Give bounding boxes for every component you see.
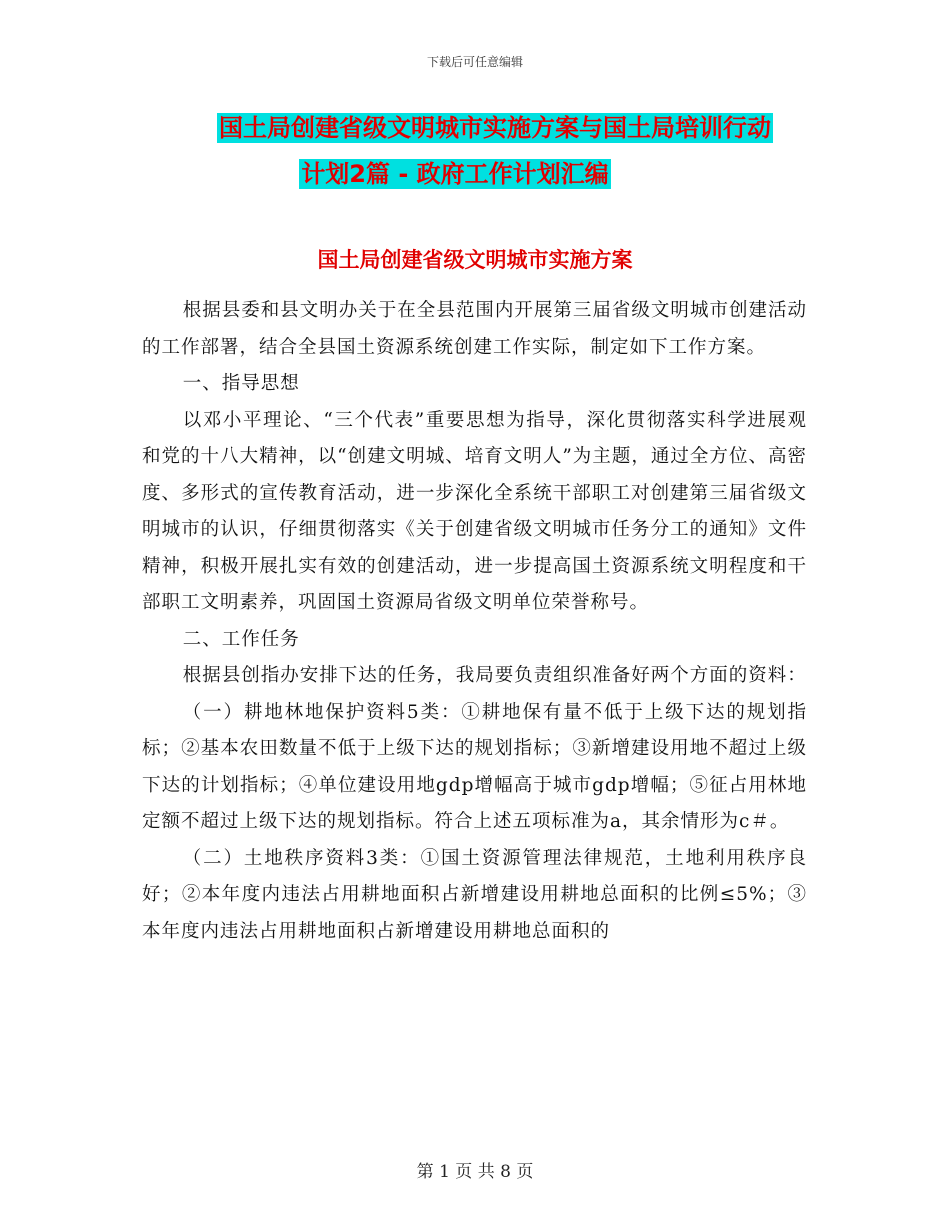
document-body xyxy=(142,293,807,950)
paragraph-farmland-protection: （一）耕地林地保护资料5类：①耕地保有量不低于上级下达的规划指标；②基本农田数量不低于上级下达的规划指标；③新增建设用地不超过上级下达的计划指标；④单位建设用地gdp增幅高于城市gdp增幅；⑤征占用林地定额不超过上级下达的规划指标。符合上述五项标准为a，其余情形为c＃。 xyxy=(142,701,807,832)
document-title-line-2 xyxy=(0,156,930,192)
paragraph-guiding-thought: 以邓小平理论、“三个代表”重要思想为指导，深化贯彻落实科学进展观和党的十八大精神，以“创建文明城、培育文明人”为主题，通过全方位、高密度、多形式的宣传教育活动，进一步深化全系统干部职工对创建第三届省级文明城市的认识，仔细贯彻落实《关于创建省级文明城市任务分工的通知》文件精神，积极开展扎实有效的创建活动，进一步提高国土资源系统文明程度和干部职工文明素养，巩固国土资源局省级文明单位荣誉称号。 xyxy=(142,409,807,613)
paragraph-work-tasks: 根据县创指办安排下达的任务，我局要负责组织准备好两个方面的资料： xyxy=(182,665,807,686)
heading-work-tasks: 二、工作任务 xyxy=(182,628,300,650)
header-note: 下载后可任意编辑 xyxy=(426,55,523,69)
title-line-1-text: 国土局创建省级文明城市实施方案与国土局培训行动 xyxy=(219,114,771,142)
title-line-2-text: 计划2篇 - 政府工作计划汇编 xyxy=(301,160,609,188)
document-title-line-1 xyxy=(20,110,950,146)
page-number: 第 1 页 共 8 页 xyxy=(416,1162,534,1182)
paragraph-land-order: （二）土地秩序资料3类：①国土资源管理法律规范，土地利用秩序良好；②本年度内违法占用耕地面积占新增建设用耕地总面积的比例≤5%；③本年度内违法占用耕地面积占新增建设用耕地总面积的 xyxy=(142,847,807,942)
section-title: 国土局创建省级文明城市实施方案 xyxy=(317,248,633,272)
paragraph-intro: 根据县委和县文明办关于在全县范围内开展第三届省级文明城市创建活动的工作部署，结合全县国土资源系统创建工作实际，制定如下工作方案。 xyxy=(142,300,807,358)
heading-guiding-thought: 一、指导思想 xyxy=(182,373,300,394)
